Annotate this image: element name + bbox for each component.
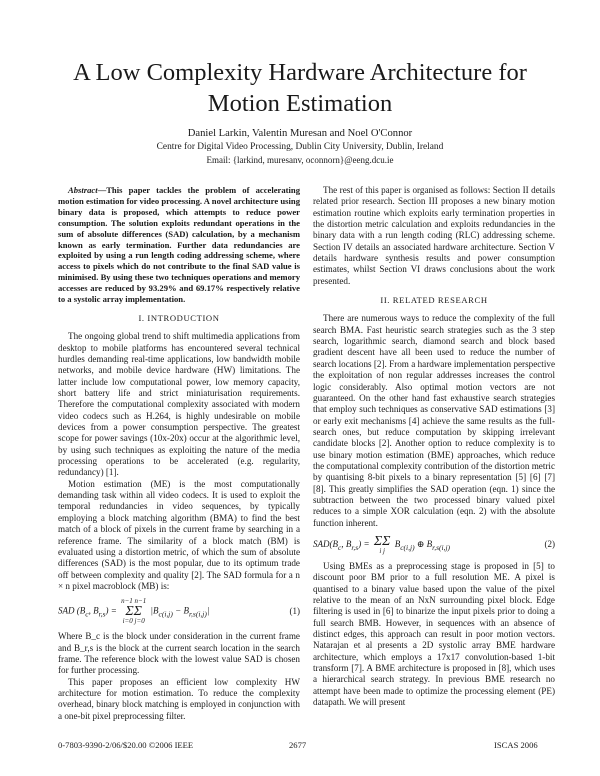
author-list: Daniel Larkin, Valentin Muresan and Noel O'Connor [187, 128, 413, 139]
section-heading-introduction: I. INTRODUCTION [138, 312, 220, 323]
title-line-1: A Low Complexity Hardware Architecture for [73, 59, 527, 86]
organisation-paragraph: The rest of this paper is organised as follows: Section II details related prior research. Section III proposes a new binary motion estimation routine which exploits early termination properties in the distortion metric calculation and exploits redundancies in the binary data with a run length coding (RLC) addressing scheme. Section IV details an associated hardware architecture. Section V details hardware synthesis results and power consumption estimates, whilst Section VI draws conclusions about the work presented. [313, 185, 555, 286]
intro-paragraph-3: Where B_c is the block under consideration in the current frame and B_r,s is the block at the current search location in the search frame. The reference block with the lowest value SAD is chosen for further processing. [58, 631, 300, 676]
footer-conference: ISCAS 2006 [494, 740, 538, 750]
equation-1 [58, 598, 300, 625]
equation-2-number: (2) [544, 539, 555, 550]
author-email: Email: {larkind, muresanv, oconnorn}@eeng.dcu.ie [206, 155, 394, 165]
equation-1-body: SAD ($B_c$, $B_{r,s}$) = n−1 n−1 ΣΣ i=0 j=0 $|B_{c(i,j)} - B_{r,s(i,j)}|$ [58, 597, 210, 626]
title-line-2: Motion Estimation [207, 90, 393, 117]
related-paragraph-1: There are numerous ways to reduce the complexity of the full search BMA. Fast heuristic search strategies such as the 3 step search, logarithmic search, diamond search and block based gradient descent have all been used to reduce the number of search locations [2]. From a hardware implementation perspective the exploitation of non regular addresses increases the control logic considerably. Also optimal motion vectors are not guaranteed. On the other hand fast exhaustive search strategies that employ such techniques as conservative SAD estimations [3] or early exit mechanisms [4] achieve the same results as the full-search ones, but reduce computation by skipping irrelevant candidate blocks [2]. Another option to reduce complexity is to use binary motion estimation (BME) approaches, which reduce the computational complexity contribution of the distortion metric by quantising 8-bit pixels to a binary representation [5] [6] [7] [8]. This greatly simplifies the SAD operation (eqn. 1) since the subtraction between the two processed binary valued pixel reduces to a simple XOR calculation (eqn. 2) with the absolute function inherent. [313, 313, 556, 528]
intro-paragraph-2: Motion estimation (ME) is the most computationally demanding task within all video codecs. It is used to exploit the temporal redundancies in video sequences, by typically employing a block matching algorithm (BMA) to find the best match of a block of pixels in the current frame by searching in a reference frame. The similarity of a block match (BM) is evaluated using a distortion metric, of which the sum of absolute differences (SAD) is the most popular, due to its optimum trade off between complexity and quality [2]. The SAD formula for a n × n pixel macroblock (MB) is: [58, 478, 300, 591]
footer-isbn: 0-7803-9390-2/06/$20.00 ©2006 IEEE [58, 740, 194, 750]
intro-paragraph-1: The ongoing global trend to shift multimedia applications from desktop to mobile platforms has encountered several technical hurdles demanding real-time applications, low bandwidth mobile networks, and mobile device hardware (HW) limitations. The latter include low computational power, low memory capacity, short battery life and strict miniaturisation requirements. Therefore the computational complexity associated with modern video codecs such as H.264, is highly undesirable on mobile devices from a power consumption perspective. The greatest scope for power savings (10x-20x) occur at the algorithmic level, by using such techniques as exploiting the nature of the media processing operations to be accelerated (e.g. regularity, redundancy) [1]. [58, 331, 300, 478]
affiliation: Centre for Digital Video Processing, Dublin City University, Dublin, Ireland [156, 142, 444, 152]
footer-page-number: 2677 [289, 740, 307, 750]
paper-title [30, 57, 570, 119]
equation-2-sum: ΣΣ i j [373, 533, 391, 555]
abstract-lead: Abstract [68, 185, 98, 195]
abstract [58, 185, 300, 305]
left-column [58, 185, 300, 722]
abstract-text: —This paper tackles the problem of accelerating motion estimation for video processing. A novel architecture using binary data is proposed, which attempts to reduce power consumption. The solution exploits redundant operations in the sum of absolute differences (SAD) calculation, by a mechanism known as early termination. Further data redundancies are exploited by using a run length coding addressing scheme, where access to pixels which do not contribute to the final SAD value is minimised. By using these two techniques operations and memory accesses are reduced by 93.29% and 69.17% respectively relative to a systolic array implementation. [58, 185, 300, 305]
equation-2 [313, 535, 555, 555]
right-column [313, 185, 555, 708]
intro-paragraph-4: This paper proposes an efficient low complexity HW architecture for motion estimation. To reduce the complexity overhead, binary block matching is employed in conjunction with a one-bit pixel preprocessing filter. [58, 676, 300, 721]
equation-2-body: $SAD(B_c$, $B_{r,s}$) = ΣΣ i j $B_{c(i,j)}$ ⊕ $B_{r,s(i,j)}$ [313, 533, 451, 555]
equation-1-sum: n−1 n−1 ΣΣ i=0 j=0 [121, 597, 147, 626]
equation-1-number: (1) [289, 606, 300, 617]
section-heading-related-research: II. RELATED RESEARCH [380, 295, 488, 306]
related-paragraph-2: Using BMEs as a preprocessing stage is proposed in [5] to discount poor BM prior to a full resolution ME. A pixel is quantised to a binary value based upon the value of the pixel relative to the mean of an NxN surrounding pixel block. Edge filtering is used in [6] to binarize the input pixels prior to doing a full search BMB. However, in sequences with an absence of distinct edges, this approach can result in poor motion vectors. Natarajan et al presents a 2D systolic array BME hardware architecture, which employs a 17x17 convolution-based 1-bit transform [7]. A BME architecture is proposed in [8], which uses a hierarchical search strategy. In previous BME research no attempt have been made to optimize the processing element (PE) datapath. We will present [313, 560, 555, 708]
